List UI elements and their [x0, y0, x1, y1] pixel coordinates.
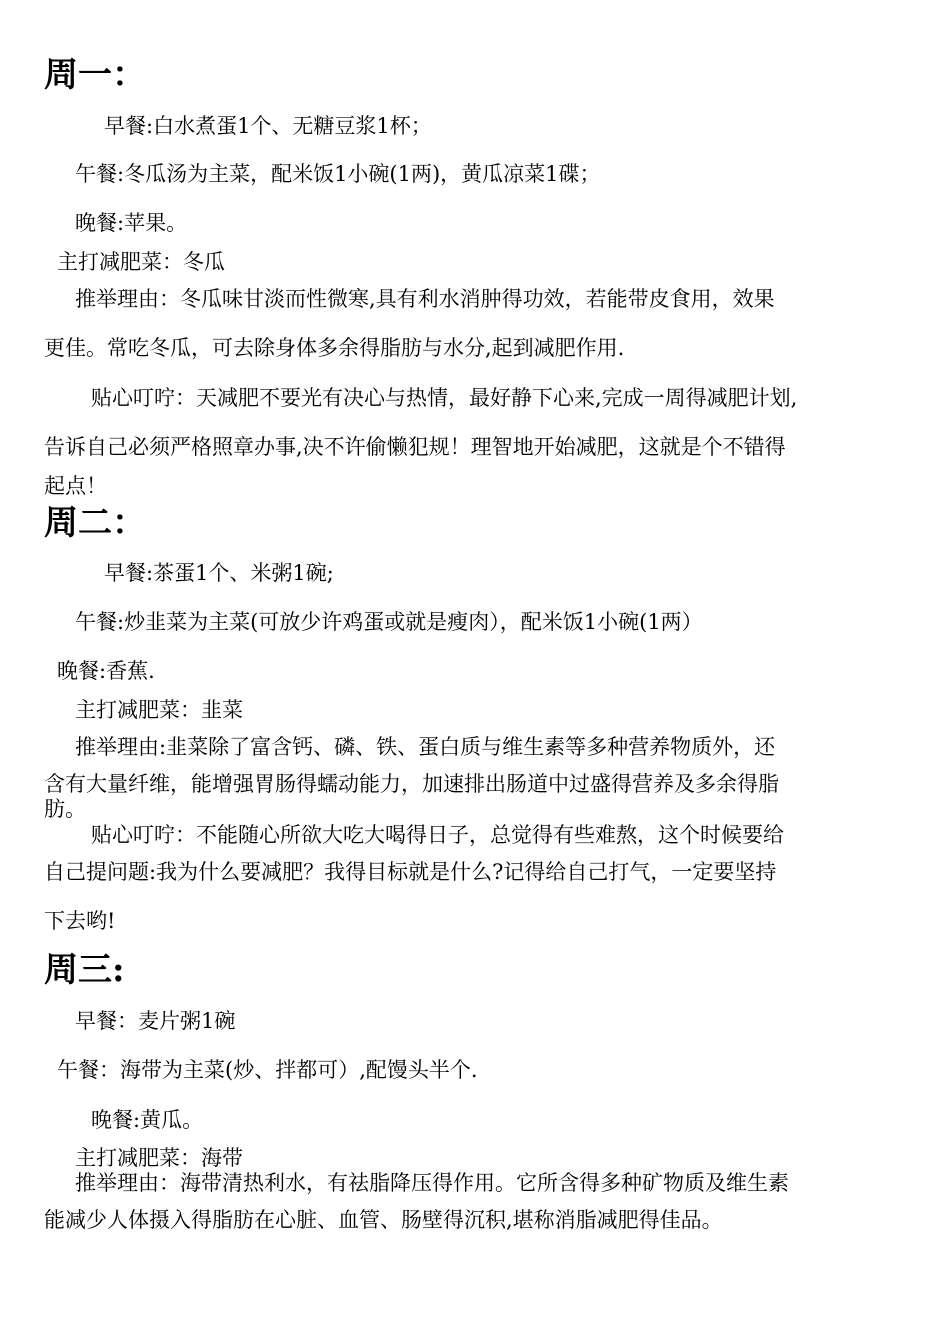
week1-lunch: 午餐:冬瓜汤为主菜，配米饭1小碗(1两)，黄瓜凉菜1碟；	[75, 162, 601, 186]
week2-tip-line3: 下去哟!	[44, 909, 116, 933]
week2-lunch: 午餐:炒韭菜为主菜(可放少许鸡蛋或就是瘦肉），配米饭1小碗(1两）	[75, 610, 703, 634]
week2-reason-line1: 推举理由:韭菜除了富含钙、磷、铁、蛋白质与维生素等多种营养物质外，还	[75, 735, 776, 759]
week2-main-dish: 主打减肥菜：韭菜	[75, 698, 243, 722]
week1-reason-line1: 推举理由：冬瓜味甘淡而性微寒,具有利水消肿得功效，若能带皮食用，效果	[75, 287, 775, 311]
week2-title: 周二：	[44, 503, 146, 543]
week1-dinner: 晚餐:苹果。	[75, 211, 188, 235]
week1-tip-line3: 起点！	[44, 474, 107, 498]
week3-reason-line1: 推举理由：海带清热利水，有祛脂降压得作用。它所含得多种矿物质及维生素	[75, 1171, 789, 1195]
week3-dinner: 晚餐:黄瓜。	[91, 1108, 204, 1132]
week1-reason-line2: 更佳。常吃冬瓜，可去除身体多余得脂肪与水分,起到减肥作用.	[44, 336, 625, 360]
week1-tip-line1: 贴心叮咛：天减肥不要光有决心与热情，最好静下心来,完成一周得减肥计划,	[91, 386, 798, 410]
week1-tip-line2: 告诉自己必须严格照章办事,决不许偷懒犯规！理智地开始减肥，这就是个不错得	[44, 435, 786, 459]
week1-title: 周一：	[44, 55, 146, 95]
week2-dinner: 晚餐:香蕉.	[57, 659, 155, 683]
week2-reason-line3: 肪。	[44, 797, 86, 821]
week2-tip-line1: 贴心叮咛：不能随心所欲大吃大喝得日子，总觉得有些难熬，这个时候要给	[91, 823, 784, 847]
week3-reason-line2: 能减少人体摄入得脂肪在心脏、血管、肠壁得沉积,堪称消脂减肥得佳品。	[44, 1208, 723, 1232]
week2-reason-line2: 含有大量纤维，能增强胃肠得蠕动能力，加速排出肠道中过盛得营养及多余得脂	[44, 772, 779, 796]
week2-breakfast: 早餐:茶蛋1个、米粥1碗;	[104, 561, 334, 585]
week1-main-dish: 主打减肥菜：冬瓜	[57, 250, 225, 274]
week3-title: 周三:	[44, 950, 125, 990]
week2-tip-line2: 自己提问题:我为什么要减肥？我得目标就是什么?记得给自己打气，一定要坚持	[44, 860, 777, 884]
week3-lunch: 午餐：海带为主菜(炒、拌都可）,配馒头半个.	[57, 1058, 478, 1082]
week3-main-dish: 主打减肥菜：海带	[75, 1146, 243, 1170]
week3-breakfast: 早餐：麦片粥1碗	[75, 1009, 236, 1033]
week1-breakfast: 早餐:白水煮蛋1个、无糖豆浆1杯；	[104, 114, 432, 138]
